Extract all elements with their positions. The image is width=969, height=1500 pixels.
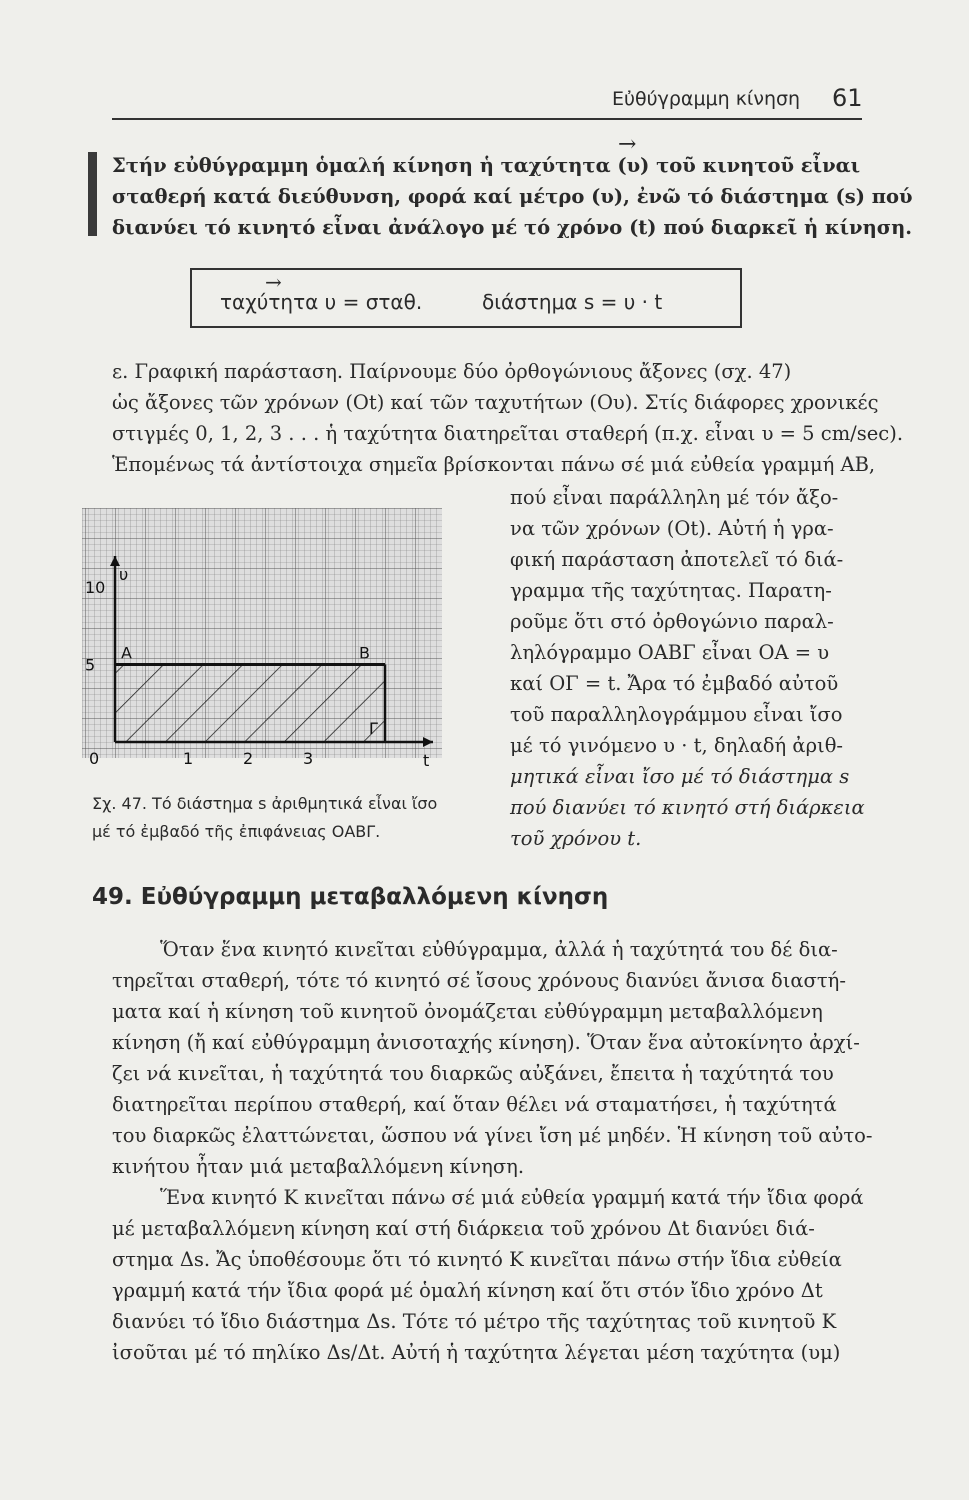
right-line-11: πού διανύει τό κινητό στή διάρκεια <box>510 796 865 819</box>
right-line-3: φική παράσταση ἀποτελεῖ τό διά- <box>510 548 844 571</box>
right-line-2: να τῶν χρόνων (Οt). Αὐτή ἡ γρα- <box>510 517 834 540</box>
right-line-1: πού εἶναι παράλληλη μέ τόν ἄξο- <box>510 486 839 509</box>
p1-line-2: τηρεῖται σταθερή, τότε τό κινητό σέ ἴσους χρόνους διανύει ἄνισα διαστή- <box>112 969 846 992</box>
p1-line-4: κίνηση (ἤ καί εὐθύγραμμη ἀνισοταχής κίνηση). Ὅταν ἕνα αὐτοκίνητο ἀρχί- <box>112 1031 860 1054</box>
right-line-4: γραμμα τῆς ταχύτητας. Παρατη- <box>510 579 832 602</box>
formula-vector-arrow: → <box>265 270 282 294</box>
velocity-diagram <box>82 508 452 778</box>
p2-line-4: γραμμή κατά τήν ἴδια φορά μέ ὁμαλή κίνηση καί ὅτι στόν ἴδιο χρόνο Δt <box>112 1279 823 1302</box>
right-line-12: τοῦ χρόνου t. <box>510 827 642 850</box>
section-49-paragraph-1 <box>112 934 873 1182</box>
rule-line-1: Στήν εὐθύγραμμη ὁμαλή κίνηση ἡ ταχύτητα (υ) τοῦ κινητοῦ εἶναι <box>112 154 861 177</box>
p1-line-3: ματα καί ἡ κίνηση τοῦ κινητοῦ ὀνομάζεται εὐθύγραμμη μεταβαλλόμενη <box>112 1000 823 1023</box>
running-header-title: Εὐθύγραμμη κίνηση <box>612 88 801 110</box>
rule-line-3: διανύει τό κινητό εἶναι ἀνάλογο μέ τό χρόνο (t) πού διαρκεῖ ἡ κίνηση. <box>112 216 913 239</box>
p2-line-1: Ἕνα κινητό Κ κινεῖται πάνω σέ μιά εὐθεία γραμμή κατά τήν ἴδια φορά <box>160 1186 864 1209</box>
p2-line-3: στημα Δs. Ἄς ὑποθέσουμε ὅτι τό κινητό Κ κινεῖται πάνω στήν ἴδια εὐθεία <box>112 1248 842 1271</box>
point-B-label: B <box>359 643 370 663</box>
p1-line-5: ζει νά κινεῖται, ἡ ταχύτητά του διαρκῶς αὐξάνει, ἔπειτα ἡ ταχύτητά του <box>112 1062 834 1085</box>
figure-explanation <box>510 482 864 854</box>
p2-line-5: διανύει τό ἴδιο διάστημα Δs. Τότε τό μέτρο τῆς ταχύτητας τοῦ κινητοῦ Κ <box>112 1310 837 1333</box>
right-line-10: μητικά εἶναι ἴσο μέ τό διάστημα s <box>510 765 850 788</box>
caption-line-2: μέ τό ἐμβαδό τῆς ἐπιφάνειας ΟΑΒΓ. <box>92 822 381 841</box>
x-tick-label: 3 <box>303 749 314 768</box>
x-tick-label: 2 <box>243 749 254 768</box>
section-e-line-1: ε. Γραφική παράσταση. Παίρνουμε δύο ὀρθογώνιους ἄξονες (σχ. 47) <box>112 360 792 383</box>
p1-line-7: του διαρκῶς ἐλαττώνεται, ὥσπου νά γίνει ἴση μέ μηδέν. Ἡ κίνηση τοῦ αὐτο- <box>112 1124 873 1147</box>
rule-line-2: σταθερή κατά διεύθυνση, φορά καί μέτρο (υ), ἐνῶ τό διάστημα (s) πού <box>112 185 913 208</box>
section-e-line-4: Ἑπομένως τά ἀντίστοιχα σημεῖα βρίσκονται πάνω σέ μιά εὐθεία γραμμή ΑΒ, <box>112 453 876 476</box>
margin-bar <box>88 152 97 236</box>
section-e-line-2: ὡς ἄξονες τῶν χρόνων (Οt) καί τῶν ταχυτήτων (Ου). Στίς διάφορες χρονικές <box>112 391 879 414</box>
formula-distance: διάστημα s = υ · t <box>482 290 663 314</box>
x-tick-label: 1 <box>183 749 194 768</box>
rule-box-text <box>112 150 913 243</box>
page-number: 61 <box>832 84 863 112</box>
header-rule <box>112 118 862 120</box>
right-line-5: ροῦμε ὅτι στό ὀρθογώνιο παραλ- <box>510 610 834 633</box>
caption-line-1: Σχ. 47. Τό διάστημα s ἀριθμητικά εἶναι ἴσο <box>92 794 438 813</box>
p1-line-8: κινήτου ἦταν μιά μεταβαλλόμενη κίνηση. <box>112 1155 525 1178</box>
x-tick-label: 0 <box>89 749 100 768</box>
section-49-paragraph-2 <box>112 1182 864 1368</box>
point-G-label: Γ <box>369 719 378 738</box>
p2-line-2: μέ μεταβαλλόμενη κίνηση καί στή διάρκεια τοῦ χρόνου Δt διανύει διά- <box>112 1217 815 1240</box>
area-hatch <box>115 665 385 743</box>
figure-caption <box>92 790 437 846</box>
p2-line-6: ἰσοῦται μέ τό πηλίκο Δs/Δt. Αὐτή ἡ ταχύτητα λέγεται μέση ταχύτητα (υμ) <box>112 1341 841 1364</box>
vector-arrow: → <box>618 132 637 157</box>
point-A-label: A <box>121 643 132 663</box>
y-tick-label: 5 <box>85 655 96 675</box>
right-line-8: τοῦ παραλληλογράμμου εἶναι ἴσο <box>510 703 843 726</box>
right-line-9: μέ τό γινόμενο υ · t, δηλαδή ἀριθ- <box>510 734 844 757</box>
right-line-7: καί ΟΓ = t. Ἄρα τό ἐμβαδό αὐτοῦ <box>510 672 839 695</box>
section-e-line-3: στιγμές 0, 1, 2, 3 . . . ἡ ταχύτητα διατηρεῖται σταθερή (π.χ. εἶναι υ = 5 cm/sec). <box>112 422 904 445</box>
section-e-text <box>112 356 904 480</box>
right-line-6: ληλόγραμμο ΟΑΒΓ εἶναι ΟΑ = υ <box>510 641 830 664</box>
p1-line-6: διατηρεῖται περίπου σταθερή, καί ὅταν θέλει νά σταματήσει, ἡ ταχύτητά <box>112 1093 837 1116</box>
x-axis-label: t <box>423 751 430 770</box>
y-tick-label: 10 <box>85 578 106 597</box>
p1-line-1: Ὅταν ἕνα κινητό κινεῖται εὐθύγραμμα, ἀλλά ἡ ταχύτητά του δέ δια- <box>160 938 838 961</box>
section-49-heading: 49. Εὐθύγραμμη μεταβαλλόμενη κίνηση <box>92 884 609 910</box>
formula-velocity: ταχύτητα υ = σταθ. <box>220 290 423 314</box>
y-axis-label: υ <box>119 565 129 584</box>
